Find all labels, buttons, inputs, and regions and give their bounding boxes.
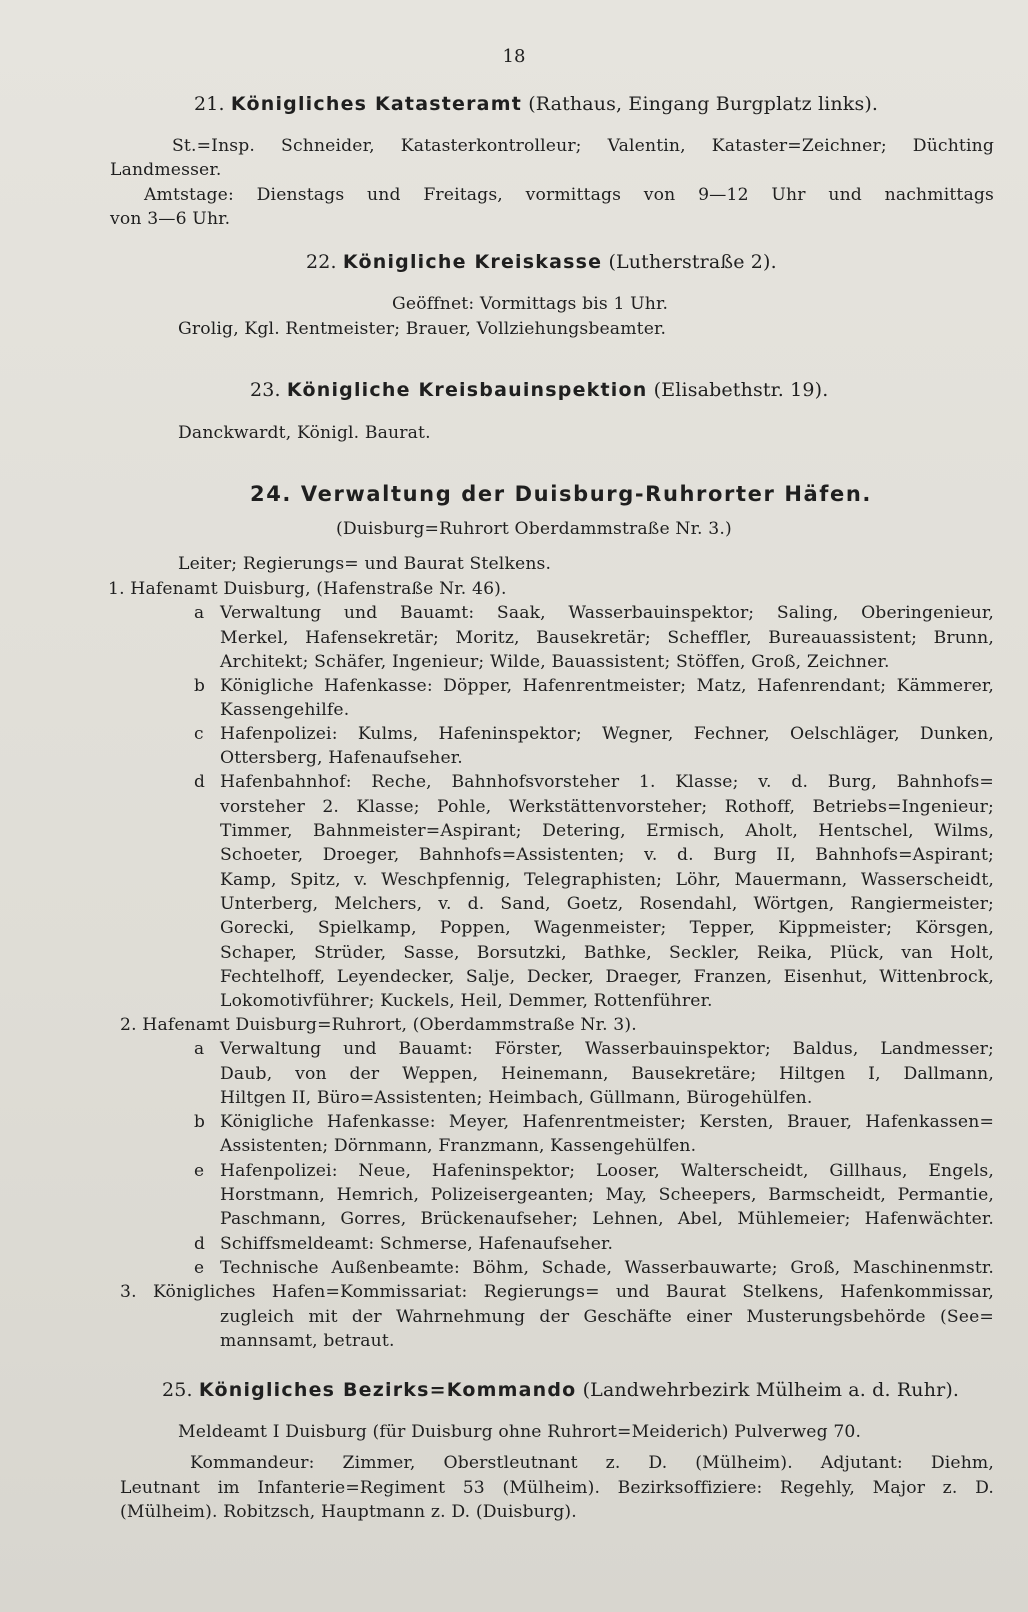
s24-line: Hafenpolizei: Kulms, Hafeninspektor; Wegner, Fechner, Oelschläger, Dunken,: [220, 724, 994, 744]
s24-line: Schiffsmeldeamt: Schmerse, Hafenaufseher.: [220, 1234, 614, 1254]
item-label-a: a: [194, 1039, 205, 1059]
s24-line: Daub, von der Weppen, Heinemann, Bausekretäre; Hiltgen I, Dallmann,: [220, 1064, 994, 1084]
s24-line-leiter: Leiter; Regierungs= und Baurat Stelkens.: [178, 554, 552, 574]
s22-line-1: Geöffnet: Vormittags bis 1 Uhr.: [392, 294, 669, 314]
s24-line: Schoeter, Droeger, Bahnhofs=Assistenten; v. d. Burg II, Bahnhofs=Aspirant;: [220, 845, 994, 865]
section-25-number: 25.: [162, 1379, 193, 1401]
s24-hafenamt-2: 2. Hafenamt Duisburg=Ruhrort, (Oberdammstraße Nr. 3).: [120, 1015, 637, 1035]
s24-line: Hafenbahnhof: Reche, Bahnhofsvorsteher 1. Klasse; v. d. Burg, Bahnhofs=: [220, 772, 994, 792]
section-21-title: Königliches Katasteramt: [230, 93, 522, 115]
item-label-b: b: [194, 676, 205, 696]
item-label-b: b: [194, 1112, 205, 1132]
s24-line: Schaper, Strüder, Sasse, Borsutzki, Bathke, Seckler, Reika, Plück, van Holt,: [220, 943, 994, 963]
s24-line: Unterberg, Melchers, v. d. Sand, Goetz, Rosendahl, Wörtgen, Rangiermeister;: [220, 894, 994, 914]
s24-line: Horstmann, Hemrich, Polizeisergeanten; May, Scheepers, Barmscheidt, Permantie,: [220, 1185, 994, 1205]
item-label-e: e: [194, 1161, 205, 1181]
s24-line: Verwaltung und Bauamt: Saak, Wasserbauinspektor; Saling, Oberingenieur,: [220, 603, 994, 623]
s24-line: Hiltgen II, Büro=Assistenten; Heimbach, Güllmann, Bürogehülfen.: [220, 1088, 813, 1108]
s25-line-2: Kommandeur: Zimmer, Oberstleutnant z. D. (Mülheim). Adjutant: Diehm,: [190, 1453, 994, 1473]
s24-line: Lokomotivführer; Kuckels, Heil, Demmer, Rottenführer.: [220, 991, 713, 1011]
section-21-location: (Rathaus, Eingang Burgplatz links).: [528, 93, 879, 115]
s21-line-1: St.=Insp. Schneider, Katasterkontrolleur; Valentin, Kataster=Zeichner; Düchting: [172, 136, 994, 156]
s24-hafenamt-1: 1. Hafenamt Duisburg, (Hafenstraße Nr. 46).: [108, 579, 507, 599]
s24-line: Timmer, Bahnmeister=Aspirant; Detering, Ermisch, Aholt, Hentschel, Wilms,: [220, 821, 994, 841]
item-label-a: a: [194, 603, 205, 623]
s24-line: zugleich mit der Wahrnehmung der Geschäfte einer Musterungsbehörde (See=: [220, 1307, 994, 1327]
s24-line: Architekt; Schäfer, Ingenieur; Wilde, Bauassistent; Stöffen, Groß, Zeichner.: [220, 652, 890, 672]
item-label-c: c: [194, 724, 204, 744]
section-24-title: 24. Verwaltung der Duisburg-Ruhrorter Häfen.: [250, 482, 872, 506]
s24-line: Kamp, Spitz, v. Weschpfennig, Telegraphisten; Löhr, Mauermann, Wasserscheidt,: [220, 870, 994, 890]
s21-line-3: Amtstage: Dienstags und Freitags, vormittags von 9—12 Uhr und nachmittags: [144, 185, 994, 205]
item-label-d: d: [194, 1234, 205, 1254]
section-22-location: (Lutherstraße 2).: [608, 251, 777, 273]
s25-line-4: (Mülheim). Robitzsch, Hauptmann z. D. (Duisburg).: [120, 1502, 577, 1522]
s24-line: Ottersberg, Hafenaufseher.: [220, 748, 463, 768]
s23-line-1: Danckwardt, Königl. Baurat.: [178, 423, 431, 443]
s24-line: Verwaltung und Bauamt: Förster, Wasserbauinspektor; Baldus, Landmesser;: [220, 1039, 994, 1059]
section-23-title: Königliche Kreisbauinspektion: [286, 379, 648, 401]
s24-line: Assistenten; Dörnmann, Franzmann, Kassengehülfen.: [220, 1136, 697, 1156]
s24-line: Paschmann, Gorres, Brückenaufseher; Lehnen, Abel, Mühlemeier; Hafenwächter.: [220, 1209, 994, 1229]
s24-line: Königliche Hafenkasse: Meyer, Hafenrentmeister; Kersten, Brauer, Hafenkassen=: [220, 1112, 994, 1132]
s24-line: Hafenpolizei: Neue, Hafeninspektor; Looser, Walterscheidt, Gillhaus, Engels,: [220, 1161, 994, 1181]
section-22-title: Königliche Kreiskasse: [342, 251, 603, 273]
s24-line: Gorecki, Spielkamp, Poppen, Wagenmeister; Tepper, Kippmeister; Körsgen,: [220, 918, 994, 938]
section-23-number: 23.: [250, 379, 281, 401]
item-label-e: e: [194, 1258, 205, 1278]
s21-line-4: von 3—6 Uhr.: [110, 209, 231, 229]
s25-line-3: Leutnant im Infanterie=Regiment 53 (Mülheim). Bezirksoffiziere: Regehly, Major z. D.: [120, 1478, 994, 1498]
section-25-heading: [162, 1378, 959, 1402]
section-24-address: (Duisburg=Ruhrort Oberdammstraße Nr. 3.): [336, 519, 732, 539]
section-21-number: 21.: [194, 93, 225, 115]
s24-line: Kassengehilfe.: [220, 700, 350, 720]
section-22-heading: [306, 250, 777, 274]
s21-line-2: Landmesser.: [110, 160, 222, 180]
s24-line: mannsamt, betraut.: [220, 1331, 395, 1351]
section-25-title: Königliches Bezirks=Kommando: [198, 1379, 577, 1401]
page-number: 18: [502, 46, 526, 67]
s24-kommissariat: 3. Königliches Hafen=Kommissariat: Regierungs= und Baurat Stelkens, Hafenkommissar,: [120, 1282, 994, 1302]
s24-line: Königliche Hafenkasse: Döpper, Hafenrentmeister; Matz, Hafenrendant; Kämmerer,: [220, 676, 994, 696]
section-25-location: (Landwehrbezirk Mülheim a. d. Ruhr).: [582, 1379, 960, 1401]
section-22-number: 22.: [306, 251, 337, 273]
s24-line: Technische Außenbeamte: Böhm, Schade, Wasserbauwarte; Groß, Maschinenmstr.: [220, 1258, 994, 1278]
section-23-location: (Elisabethstr. 19).: [653, 379, 829, 401]
section-23-heading: [250, 378, 828, 402]
s25-line-1: Meldeamt I Duisburg (für Duisburg ohne Ruhrort=Meiderich) Pulverweg 70.: [178, 1422, 862, 1442]
s24-line: Fechtelhoff, Leyendecker, Salje, Decker, Draeger, Franzen, Eisenhut, Wittenbrock,: [220, 967, 994, 987]
item-label-d: d: [194, 772, 205, 792]
section-21-heading: [194, 92, 878, 116]
s22-line-2: Grolig, Kgl. Rentmeister; Brauer, Vollziehungsbeamter.: [178, 319, 667, 339]
s24-line: vorsteher 2. Klasse; Pohle, Werkstättenvorsteher; Rothoff, Betriebs=Ingenieur;: [220, 797, 994, 817]
s24-line: Merkel, Hafensekretär; Moritz, Bausekretär; Scheffler, Bureauassistent; Brunn,: [220, 628, 994, 648]
